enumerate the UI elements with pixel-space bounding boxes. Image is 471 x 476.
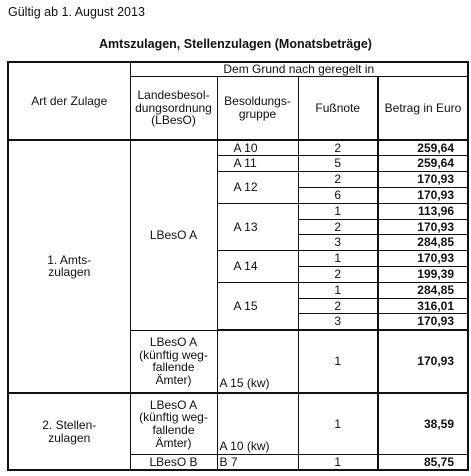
besoldungsgruppe-cell: A 12 [217,172,298,204]
betrag-cell: 259,64 [378,156,468,172]
betrag-cell: 170,93 [378,219,468,235]
betrag-cell: 113,96 [378,203,468,219]
betrag-cell: 316,01 [378,298,468,314]
fussnote-cell: 3 [298,314,378,330]
section-art-amtszulagen: 1. Amts- zulagen [8,140,130,393]
header-row-1 [8,62,468,76]
group-header: Dem Grund nach geregelt in [130,62,468,76]
fussnote-cell: 2 [298,266,378,282]
besoldungsgruppe-cell: A 10 [217,140,298,156]
betrag-cell: 284,85 [378,282,468,298]
betrag-cell: 170,93 [378,314,468,330]
valid-from-note: Gültig ab 1. August 2013 [8,5,145,19]
betrag-cell: 284,85 [378,235,468,251]
besoldungsgruppe-cell: A 14 [217,251,298,283]
fussnote-cell: 1 [298,393,378,455]
besoldungsgruppe-cell: A 11 [217,156,298,172]
betrag-cell: 170,93 [378,251,468,267]
lbeso-cell: LBesO A [130,140,217,331]
lbeso-cell: LBesO A (künftig weg- fallende Ämter) [130,393,217,455]
fussnote-cell: 1 [298,331,378,393]
betrag-cell: 170,93 [378,187,468,203]
besoldungsgruppe-cell: B 7 [217,455,298,471]
fussnote-cell: 1 [298,455,378,471]
col-header-betrag: Betrag in Euro [378,76,468,140]
betrag-cell: 199,39 [378,266,468,282]
table-row [8,140,468,156]
fussnote-cell: 2 [298,219,378,235]
betrag-cell: 85,75 [378,455,468,471]
fussnote-cell: 6 [298,187,378,203]
besoldungsgruppe-cell: A 13 [217,203,298,250]
fussnote-cell: 1 [298,282,378,298]
fussnote-cell: 5 [298,156,378,172]
col-header-besoldungsgruppe: Besoldungs- gruppe [217,76,298,140]
besoldungsgruppe-cell: A 15 (kw) [217,331,298,393]
col-header-fussnote: Fußnote [298,76,378,140]
betrag-cell: 259,64 [378,140,468,156]
col-header-lbeso: Landesbesol- dungsordnung (LBesO) [130,76,217,140]
fussnote-cell: 2 [298,172,378,188]
betrag-cell: 170,93 [378,172,468,188]
betrag-cell: 170,93 [378,331,468,393]
fussnote-cell: 2 [298,140,378,156]
lbeso-cell: LBesO A (künftig weg- fallende Ämter) [130,331,217,393]
lbeso-cell: LBesO B [130,455,217,471]
table-row [8,393,468,455]
section-art-stellenzulagen: 2. Stellen- zulagen [8,393,130,471]
fussnote-cell: 1 [298,251,378,267]
betrag-cell: 38,59 [378,393,468,455]
fussnote-cell: 2 [298,298,378,314]
table-title: Amtszulagen, Stellenzulagen (Monatsbeträge) [99,37,372,51]
besoldungsgruppe-cell: A 10 (kw) [217,393,298,455]
fussnote-cell: 3 [298,235,378,251]
col-header-art: Art der Zulage [8,62,130,140]
allowances-table [7,61,469,471]
fussnote-cell: 1 [298,203,378,219]
besoldungsgruppe-cell: A 15 [217,282,298,329]
